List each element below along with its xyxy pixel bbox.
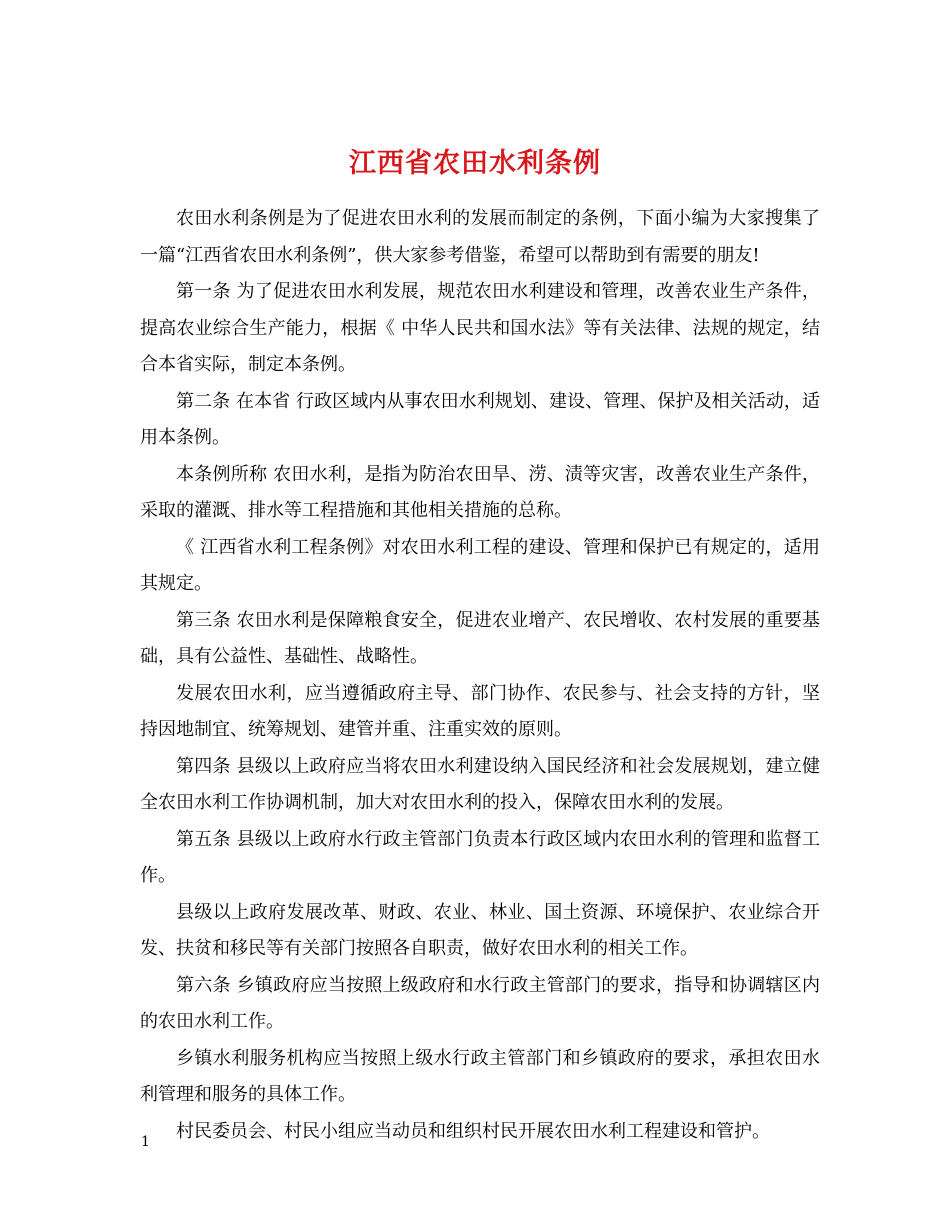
paragraph-article-5: 第五条 县级以上政府水行政主管部门负责本行政区域内农田水利的管理和监督工作。 (140, 828, 820, 886)
page-number: 1 (141, 1134, 150, 1150)
paragraph-article-3: 第三条 农田水利是保障粮食安全，促进农业增产、农民增收、农村发展的重要基础，具有公益性、基础性、战略性。 (140, 609, 820, 667)
document-body (140, 201, 820, 1150)
paragraph-article-1: 第一条 为了促进农田水利发展，规范农田水利建设和管理，改善农业生产条件，提高农业综合生产能力，根据《 中华人民共和国水法》等有关法律、法规的规定，结合本省实际，制定本条例。 (140, 281, 820, 375)
paragraph-intro: 农田水利条例是为了促进农田水利的发展而制定的条例，下面小编为大家搜集了一篇“江西省农田水利条例”，供大家参考借鉴，希望可以帮助到有需要的朋友! (140, 208, 820, 266)
paragraph-article-5-departments: 县级以上政府发展改革、财政、农业、林业、国土资源、环境保护、农业综合开发、扶贫和移民等有关部门按照各自职责，做好农田水利的相关工作。 (140, 901, 820, 959)
document-title: 江西省农田水利条例 (349, 148, 601, 180)
paragraph-article-6-villages: 村民委员会、村民小组应当动员和组织村民开展农田水利工程建设和管护。 (176, 1120, 770, 1142)
paragraph-article-2: 第二条 在本省 行政区域内从事农田水利规划、建设、管理、保护及相关活动，适用本条例。 (140, 390, 820, 448)
paragraph-article-2-definition: 本条例所称 农田水利，是指为防治农田旱、涝、渍等灾害，改善农业生产条件，采取的灌溉、排水等工程措施和其他相关措施的总称。 (140, 463, 820, 521)
paragraph-article-4: 第四条 县级以上政府应当将农田水利建设纳入国民经济和社会发展规划，建立健全农田水利工作协调机制，加大对农田水利的投入，保障农田水利的发展。 (140, 755, 820, 813)
paragraph-article-3-principles: 发展农田水利，应当遵循政府主导、部门协作、农民参与、社会支持的方针，坚持因地制宜、统筹规划、建管并重、注重实效的原则。 (140, 682, 820, 740)
paragraph-article-6-service-agencies: 乡镇水利服务机构应当按照上级水行政主管部门和乡镇政府的要求，承担农田水利管理和服务的具体工作。 (140, 1047, 820, 1105)
paragraph-article-6: 第六条 乡镇政府应当按照上级政府和水行政主管部门的要求，指导和协调辖区内的农田水利工作。 (140, 974, 820, 1032)
paragraph-article-2-reference: 《 江西省水利工程条例》对农田水利工程的建设、管理和保护已有规定的，适用其规定。 (140, 536, 820, 594)
